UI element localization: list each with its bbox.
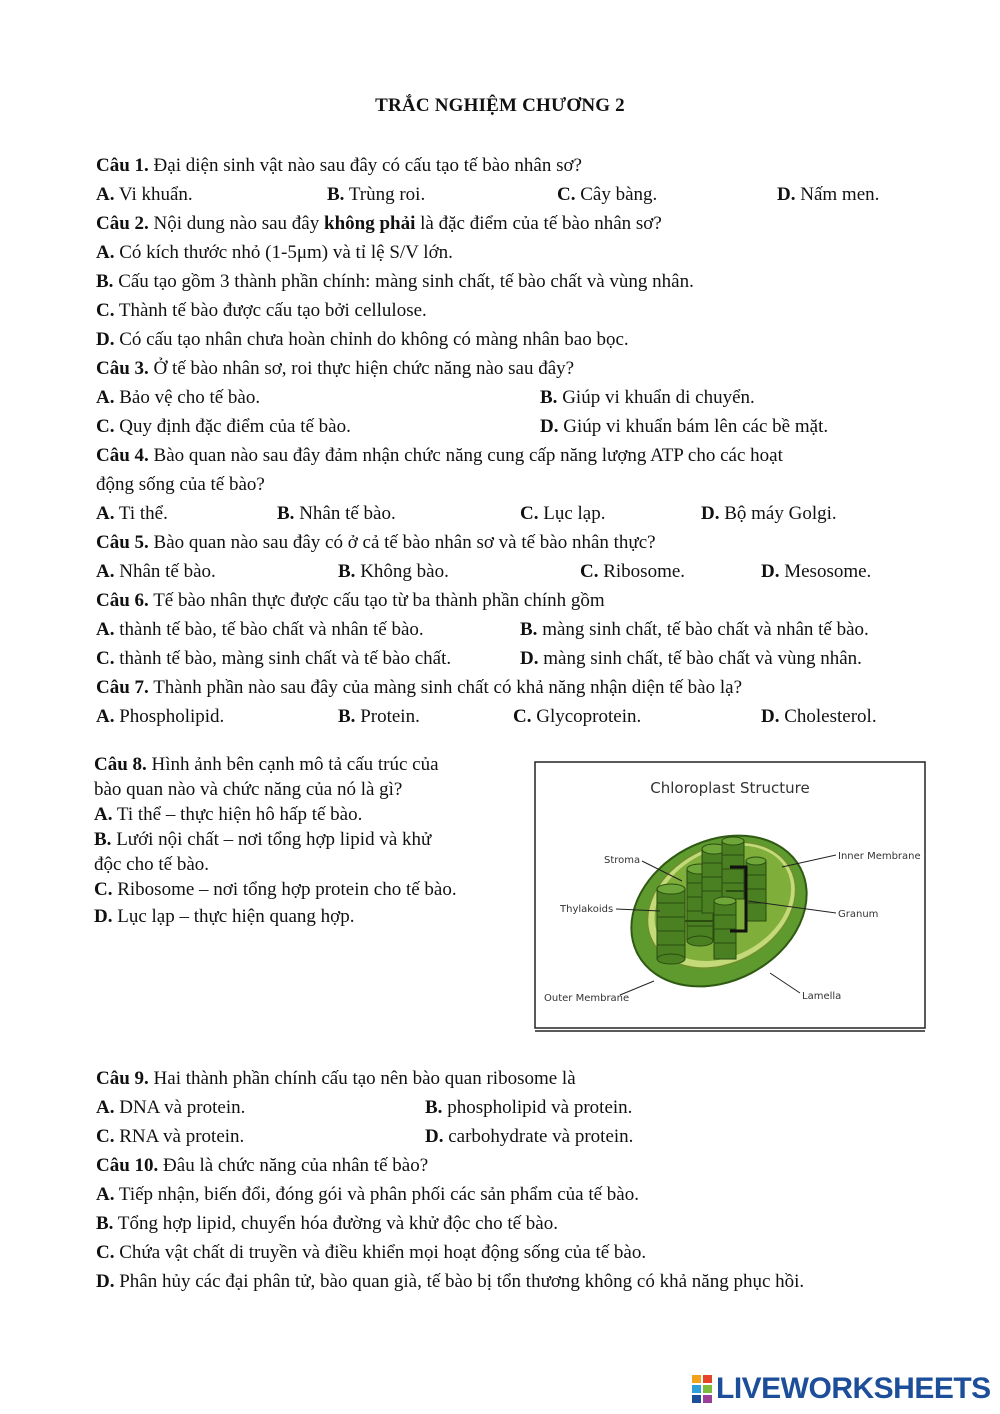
label-stroma: Stroma <box>604 855 641 866</box>
question-2: Câu 2. Nội dung nào sau đây không phải là đặc điểm của tế bào nhân sơ? <box>96 213 662 234</box>
diagram-title: Chloroplast Structure <box>650 779 810 797</box>
question-8-cont: bào quan nào và chức năng của nó là gì? <box>94 779 403 800</box>
q5-option-d[interactable]: D. Mesosome. <box>761 561 872 582</box>
q8-option-b-cont: độc cho tế bào. <box>94 854 210 875</box>
q2-option-d[interactable]: D. Có cấu tạo nhân chưa hoàn chỉnh do không có màng nhân bao bọc. <box>96 329 629 350</box>
question-5: Câu 5. Bào quan nào sau đây có ở cả tế bào nhân sơ và tế bào nhân thực? <box>96 532 656 553</box>
q10-option-d[interactable]: D. Phân hủy các đại phân tử, bào quan già, tế bào bị tổn thương không có khả năng phục hồi. <box>96 1271 805 1292</box>
q10-option-b[interactable]: B. Tổng hợp lipid, chuyển hóa đường và khử độc cho tế bào. <box>96 1213 558 1234</box>
liveworksheets-logo-text: LIVEWORKSHEETS <box>716 1372 991 1405</box>
question-9: Câu 9. Hai thành phần chính cấu tạo nên bào quan ribosome là <box>96 1068 576 1089</box>
q6-option-b[interactable]: B. màng sinh chất, tế bào chất và nhân tế bào. <box>520 619 869 640</box>
q7-option-d[interactable]: D. Cholesterol. <box>761 706 877 727</box>
label-lamella: Lamella <box>802 991 842 1002</box>
granum-stack-1 <box>657 884 685 964</box>
q3-option-b[interactable]: B. Giúp vi khuẩn di chuyển. <box>540 387 755 408</box>
q5-option-a[interactable]: A. Nhân tế bào. <box>96 561 216 582</box>
q5-option-b[interactable]: B. Không bào. <box>338 561 449 582</box>
label-granum: Granum <box>838 909 879 920</box>
question-4-cont: động sống của tế bào? <box>96 474 265 495</box>
q2-option-b[interactable]: B. Cấu tạo gồm 3 thành phần chính: màng sinh chất, tế bào chất và vùng nhân. <box>96 271 694 292</box>
granum-stack-6 <box>746 857 766 921</box>
q9-option-b[interactable]: B. phospholipid và protein. <box>425 1097 633 1118</box>
q8-option-b[interactable]: B. Lưới nội chất – nơi tổng hợp lipid và khử <box>94 829 432 850</box>
q10-option-a[interactable]: A. Tiếp nhận, biến đổi, đóng gói và phân phối các sản phẩm của tế bào. <box>96 1184 639 1205</box>
q6-option-d[interactable]: D. màng sinh chất, tế bào chất và vùng nhân. <box>520 648 862 669</box>
q9-option-d[interactable]: D. carbohydrate và protein. <box>425 1126 634 1147</box>
q10-option-c[interactable]: C. Chứa vật chất di truyền và điều khiển mọi hoạt động sống của tế bào. <box>96 1242 647 1263</box>
label-thylakoids: Thylakoids <box>560 904 614 915</box>
q4-option-b[interactable]: B. Nhân tế bào. <box>277 503 396 524</box>
liveworksheets-logo[interactable] <box>692 1374 991 1404</box>
q1-option-c[interactable]: C. Cây bàng. <box>557 184 658 205</box>
q9-option-c[interactable]: C. RNA và protein. <box>96 1126 245 1147</box>
question-1: Câu 1. Đại diện sinh vật nào sau đây có cấu tạo tế bào nhân sơ? <box>96 155 582 176</box>
label-outer-membrane: Outer Membrane <box>544 993 630 1004</box>
label-inner-membrane: Inner Membrane <box>838 851 921 862</box>
q7-option-c[interactable]: C. Glycoprotein. <box>513 706 642 727</box>
question-7: Câu 7. Thành phần nào sau đây của màng sinh chất có khả năng nhận diện tế bào lạ? <box>96 677 742 698</box>
question-3: Câu 3. Ở tế bào nhân sơ, roi thực hiện chức năng nào sau đây? <box>96 358 575 379</box>
q4-option-c[interactable]: C. Lục lạp. <box>520 503 606 524</box>
q6-option-c[interactable]: C. thành tế bào, màng sinh chất và tế bào chất. <box>96 648 452 669</box>
q8-option-d[interactable]: D. Lục lạp – thực hiện quang hợp. <box>94 906 355 927</box>
chloroplast-diagram <box>534 761 926 1033</box>
question-4: Câu 4. Bào quan nào sau đây đảm nhận chức năng cung cấp năng lượng ATP cho các hoạt <box>96 445 783 466</box>
q3-option-c[interactable]: C. Quy định đặc điểm của tế bào. <box>96 416 351 437</box>
q9-option-a[interactable]: A. DNA và protein. <box>96 1097 246 1118</box>
q7-option-b[interactable]: B. Protein. <box>338 706 420 727</box>
q8-option-c[interactable]: C. Ribosome – nơi tổng hợp protein cho tế bào. <box>94 879 457 900</box>
q1-option-a[interactable]: A. Vi khuẩn. <box>96 184 193 205</box>
q8-option-a[interactable]: A. Ti thể – thực hiện hô hấp tế bào. <box>94 804 363 825</box>
q4-option-d[interactable]: D. Bộ máy Golgi. <box>701 503 837 524</box>
q7-option-a[interactable]: A. Phospholipid. <box>96 706 225 727</box>
granum-stack-5 <box>714 897 736 959</box>
q1-option-b[interactable]: B. Trùng roi. <box>327 184 426 205</box>
q5-option-c[interactable]: C. Ribosome. <box>580 561 686 582</box>
question-8: Câu 8. Hình ảnh bên cạnh mô tả cấu trúc của <box>94 754 439 775</box>
question-10: Câu 10. Đâu là chức năng của nhân tế bào? <box>96 1155 429 1176</box>
q2-option-c[interactable]: C. Thành tế bào được cấu tạo bởi cellulose. <box>96 300 427 321</box>
q2-option-a[interactable]: A. Có kích thước nhỏ (1-5μm) và tỉ lệ S/V lớn. <box>96 242 453 263</box>
q6-option-a[interactable]: A. thành tế bào, tế bào chất và nhân tế bào. <box>96 619 424 640</box>
q3-option-a[interactable]: A. Bảo vệ cho tế bào. <box>96 387 261 408</box>
liveworksheets-logo-icon <box>692 1375 712 1403</box>
q3-option-d[interactable]: D. Giúp vi khuẩn bám lên các bề mặt. <box>540 416 829 437</box>
question-6: Câu 6. Tế bào nhân thực được cấu tạo từ ba thành phần chính gồm <box>96 590 605 611</box>
q4-option-a[interactable]: A. Ti thể. <box>96 503 168 524</box>
q1-option-d[interactable]: D. Nấm men. <box>777 184 880 205</box>
page-title: TRẮC NGHIỆM CHƯƠNG 2 <box>375 95 625 116</box>
